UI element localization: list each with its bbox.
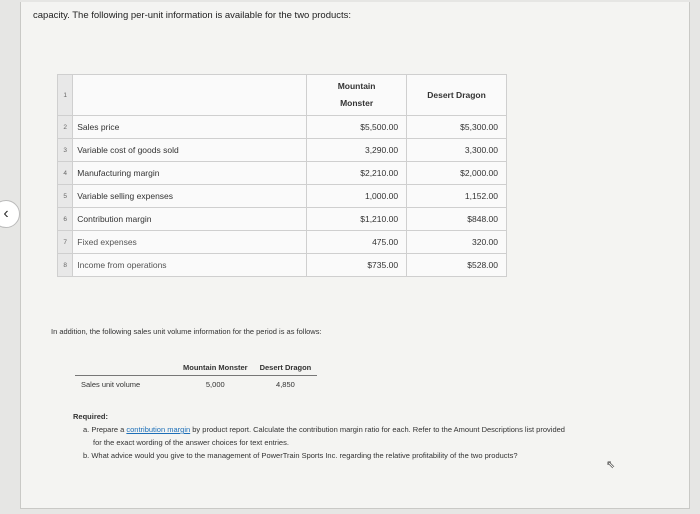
table-row: 2 Sales price $5,500.00 $5,300.00	[58, 116, 507, 139]
row-number: 1	[58, 75, 73, 116]
requirement-a: a. Prepare a contribution margin by product report. Calculate the contribution margin ratio for each. Refer to the Amount Descriptions list provided	[83, 425, 565, 434]
contribution-margin-link[interactable]: contribution margin	[126, 425, 191, 434]
requirement-b: b. What advice would you give to the management of PowerTrain Sports Inc. regarding the relative profitability of the two products?	[83, 451, 518, 460]
volume-header-row	[75, 359, 317, 376]
required-section	[73, 410, 673, 462]
column-header-mountain-monster: Mountain Monster	[307, 75, 407, 116]
per-unit-table	[57, 74, 507, 277]
table-row: 3 Variable cost of goods sold 3,290.00 3,300.00	[58, 139, 507, 162]
required-title: Required:	[73, 412, 109, 421]
intro-text: capacity. The following per-unit information is available for the two products:	[33, 10, 352, 21]
table-row: 5 Variable selling expenses 1,000.00 1,152.00	[58, 185, 507, 208]
column-header-desert-dragon: Desert Dragon	[407, 75, 507, 116]
table-header-row	[58, 75, 507, 116]
volume-mountain-monster: 5,000	[177, 376, 254, 393]
requirement-a-continued: for the exact wording of the answer choices for text entries.	[93, 438, 289, 447]
mouse-cursor-icon: ⇖	[606, 459, 616, 471]
document-page	[20, 2, 690, 509]
volume-desert-dragon: 4,850	[254, 376, 318, 393]
chevron-left-icon[interactable]: ‹	[0, 200, 20, 228]
table-row: 4 Manufacturing margin $2,210.00 $2,000.00	[58, 162, 507, 185]
volume-header-desert-dragon: Desert Dragon	[259, 362, 312, 372]
addition-text: In addition, the following sales unit volume information for the period is as follows:	[51, 327, 322, 336]
table-row: 6 Contribution margin $1,210.00 $848.00	[58, 208, 507, 231]
volume-row-label: Sales unit volume	[75, 376, 177, 393]
table-row: 7 Fixed expenses 475.00 320.00	[58, 231, 507, 254]
sales-volume-table	[75, 359, 317, 392]
table-row: 8 Income from operations $735.00 $528.00	[58, 254, 507, 277]
table-row	[75, 376, 317, 393]
volume-header-mountain-monster: Mountain Monster	[183, 362, 248, 372]
